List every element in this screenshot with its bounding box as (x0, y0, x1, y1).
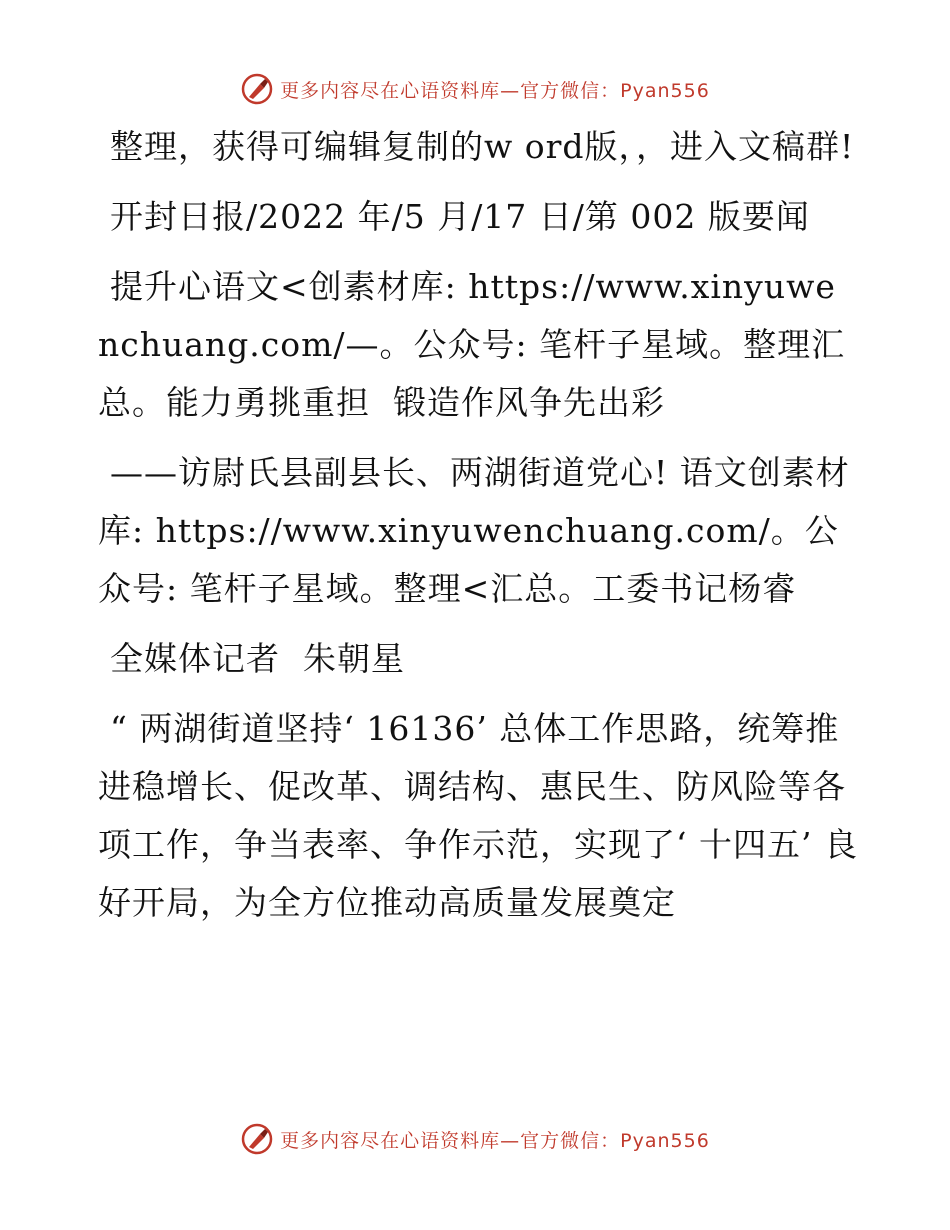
document-body (98, 118, 858, 944)
footer-watermark (0, 1122, 950, 1156)
paragraph-subheadline: ——访尉氏县副县长、两湖街道党心! 语文创素材库: https://www.xinyuwenchuang.com/。公众号: 笔杆子星域。整理<汇总。工委书记杨睿 (98, 453, 850, 608)
footer-watermark-text: 更多内容尽在心语资料库—官方微信：Pyan556 (280, 1129, 710, 1152)
header-watermark-text: 更多内容尽在心语资料库—官方微信：Pyan556 (280, 79, 710, 102)
pen-nib-logo-icon (240, 72, 274, 106)
paragraph-byline: 全媒体记者 朱朝星 (110, 639, 405, 678)
paragraph-body: “ 两湖街道坚持‘ 16136’ 总体工作思路，统筹推进稳增长、促改革、调结构、惠民生、防风险等各项工作，争当表率、争作示范，实现了‘ 十四五’ 良好开局，为全方位推动高质量发展奠定 (98, 709, 858, 922)
paragraph-headline: 提升心语文<创素材库: https://www.xinyuwenchuang.com/—。公众号: 笔杆子星域。整理汇总。能力勇挑重担 锻造作风争先出彩 (98, 267, 846, 422)
pen-nib-logo-icon (240, 1122, 274, 1156)
paragraph-source-line: 开封日报/2022 年/5 月/17 日/第 002 版要闻 (110, 197, 810, 236)
header-watermark (0, 72, 950, 106)
paragraph-intro: 整理，获得可编辑复制的w ord版，，进入文稿群! (110, 127, 855, 166)
